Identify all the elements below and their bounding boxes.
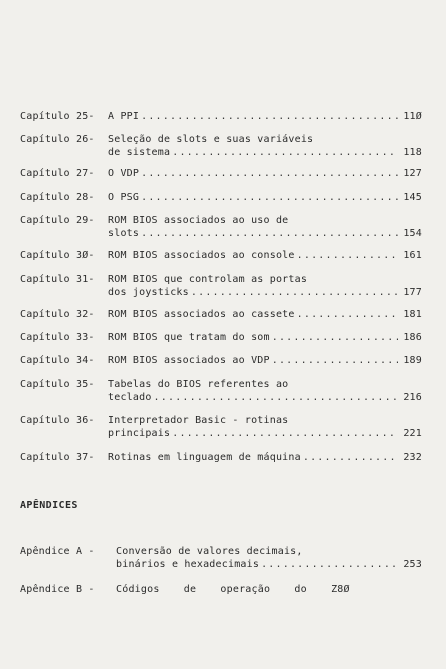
dot-leader xyxy=(141,110,398,123)
dot-leader xyxy=(141,227,398,240)
chapter-title: O VDP xyxy=(108,168,140,179)
dot-leader xyxy=(272,331,398,344)
page-number: 154 xyxy=(403,228,422,239)
chapter-title: ROM BIOS associados ao VDP xyxy=(108,355,270,366)
chapter-label: Capítulo 35- xyxy=(20,379,95,390)
appendix-title: Conversão de valores decimais, xyxy=(116,546,303,557)
chapter-title: ROM BIOS que tratam do som xyxy=(108,332,270,343)
chapter-title-cont: principais xyxy=(108,428,171,439)
dot-leader xyxy=(297,249,398,262)
page-number: 161 xyxy=(403,250,422,261)
chapter-title-cont: dos joysticks xyxy=(108,287,189,298)
chapter-title: ROM BIOS associados ao uso de xyxy=(108,215,289,226)
dot-leader xyxy=(172,146,398,159)
page-number: 253 xyxy=(403,559,422,570)
chapter-title: Seleção de slots e suas variáveis xyxy=(108,134,314,145)
page-number: 181 xyxy=(403,309,422,320)
page-number: 177 xyxy=(403,287,422,298)
chapter-label: Capítulo 29- xyxy=(20,215,95,226)
chapter-label: Capítulo 3Ø- xyxy=(20,250,95,261)
chapter-label: Capítulo 32- xyxy=(20,309,95,320)
chapter-title: ROM BIOS associados ao console xyxy=(108,250,295,261)
chapter-label: Capítulo 27- xyxy=(20,168,95,179)
chapter-title-cont: de sistema xyxy=(108,147,171,158)
page-number: 127 xyxy=(403,168,422,179)
chapter-label: Capítulo 36- xyxy=(20,415,95,426)
dot-leader xyxy=(261,558,398,571)
chapter-title-cont: teclado xyxy=(108,392,152,403)
chapter-label: Capítulo 26- xyxy=(20,134,95,145)
dot-leader xyxy=(272,354,398,367)
page-number: 145 xyxy=(403,192,422,203)
page-number: 118 xyxy=(403,147,422,158)
appendix-title: Códigos de operação do Z8Ø xyxy=(116,584,350,595)
chapter-label: Capítulo 31- xyxy=(20,274,95,285)
chapter-label: Capítulo 25- xyxy=(20,111,95,122)
page-number: 186 xyxy=(403,332,422,343)
page-number: 216 xyxy=(403,392,422,403)
chapter-label: Capítulo 33- xyxy=(20,332,95,343)
page-number: 221 xyxy=(403,428,422,439)
chapter-label: Capítulo 37- xyxy=(20,452,95,463)
chapter-title: Tabelas do BIOS referentes ao xyxy=(108,379,289,390)
dot-leader xyxy=(297,308,398,321)
chapter-title: O PSG xyxy=(108,192,140,203)
chapter-title: ROM BIOS associados ao cassete xyxy=(108,309,295,320)
chapter-label: Capítulo 34- xyxy=(20,355,95,366)
chapter-title: A PPI xyxy=(108,111,140,122)
chapter-label: Capítulo 28- xyxy=(20,192,95,203)
page-number: 189 xyxy=(403,355,422,366)
chapter-title: Rotinas em linguagem de máquina xyxy=(108,452,301,463)
chapter-title: ROM BIOS que controlam as portas xyxy=(108,274,308,285)
appendix-label: Apêndice B - xyxy=(20,584,95,595)
dot-leader xyxy=(191,286,398,299)
appendices-heading: APÊNDICES xyxy=(20,500,78,511)
dot-leader xyxy=(172,427,398,440)
page-number: 11Ø xyxy=(403,111,422,122)
dot-leader xyxy=(154,391,398,404)
chapter-title: Interpretador Basic - rotinas xyxy=(108,415,289,426)
dot-leader xyxy=(141,167,398,180)
appendix-title-cont: binários e hexadecimais xyxy=(116,559,260,570)
dot-leader xyxy=(303,451,398,464)
dot-leader xyxy=(141,191,398,204)
chapter-title-cont: slots xyxy=(108,228,140,239)
appendix-label: Apêndice A - xyxy=(20,546,95,557)
page-number: 232 xyxy=(403,452,422,463)
